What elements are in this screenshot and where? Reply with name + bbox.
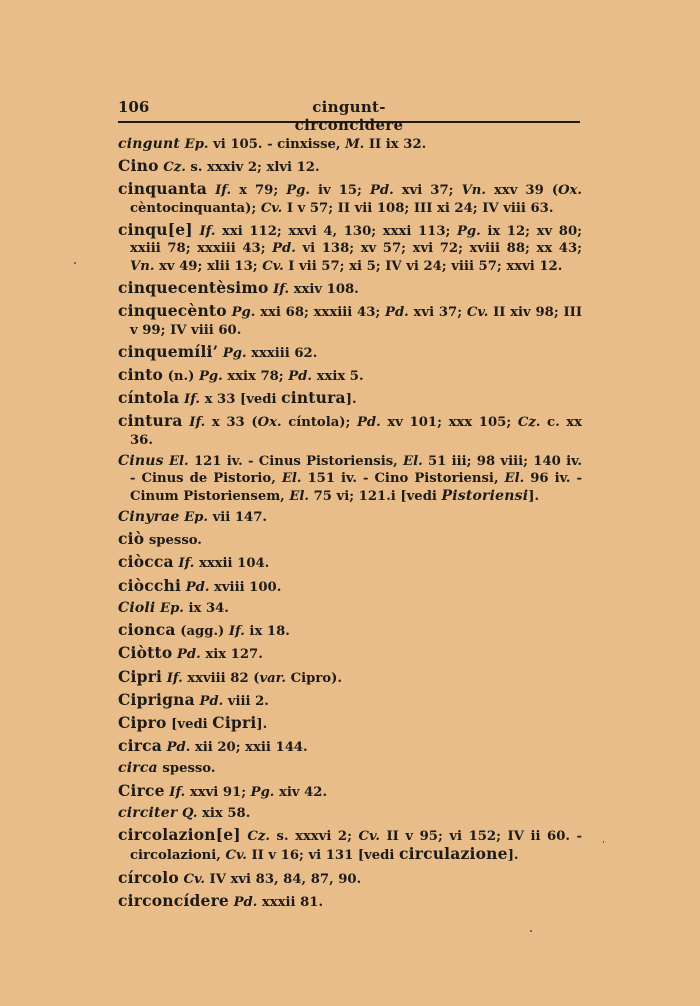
work-abbreviation: var.	[259, 670, 287, 686]
headword: ciòcchi	[118, 575, 182, 595]
entry-text: 121 iv. - Cinus Pistoriensis,	[188, 454, 404, 470]
work-abbreviation: Pd.	[185, 579, 210, 595]
entry-text: IV xvi 83, 84, 87, 90.	[204, 871, 362, 887]
work-abbreviation: Cv.	[260, 200, 283, 216]
work-abbreviation: Cz.	[163, 160, 186, 176]
entry-text: x 33 [vedi	[200, 392, 282, 408]
dictionary-entry	[118, 221, 582, 275]
entry-text: iv 15;	[309, 183, 370, 199]
entry-text: spesso.	[157, 761, 216, 777]
dictionary-entry	[118, 691, 582, 710]
cross-reference: Pistoriensi	[441, 487, 529, 504]
entry-text: c. xx 36.	[130, 415, 583, 448]
headword: Cinyrae	[118, 509, 180, 526]
work-abbreviation: Pg.	[222, 345, 247, 361]
headword: circiter	[118, 804, 178, 821]
work-abbreviation: If.	[228, 624, 245, 640]
entry-text: 96 iv. - Cinum Pistoriensem,	[130, 471, 582, 504]
work-abbreviation: Pd.	[357, 415, 381, 431]
entry-text: I v 57; II vii 108; III xi 24; IV viii 63.	[282, 200, 554, 216]
page-number: 106	[118, 98, 150, 116]
work-abbreviation: El.	[169, 454, 189, 470]
dictionary-entry	[118, 892, 582, 911]
work-abbreviation: Vn.	[461, 183, 486, 199]
dictionary-entry	[118, 577, 582, 596]
headword: Cinus	[118, 453, 164, 470]
entry-text: xii 20; xxii 144.	[190, 740, 308, 756]
dictionary-entry	[118, 530, 582, 549]
entry-text: vi 138; xv 57; xvi 72; xviii 88; xx 43;	[295, 241, 582, 257]
entry-text: (agg.)	[175, 624, 229, 640]
work-abbreviation: Pg.	[198, 369, 223, 385]
entry-text: cíntola);	[281, 415, 358, 431]
work-abbreviation: Pd.	[177, 647, 201, 663]
headword: cinquemíli’	[118, 341, 219, 361]
entry-text: vi 105. - cinxisse,	[208, 137, 346, 152]
headword: cinquanta	[118, 179, 208, 199]
work-abbreviation: If.	[169, 784, 186, 800]
entry-text: xxxii 104.	[194, 556, 270, 572]
work-abbreviation: Cv.	[466, 305, 489, 321]
headword: circa	[118, 760, 158, 777]
dictionary-entry	[118, 668, 582, 687]
entry-text: viii 2.	[223, 693, 269, 709]
dictionary-entry	[118, 157, 582, 176]
work-abbreviation: If.	[215, 183, 232, 199]
entry-text: cèntocinquanta);	[130, 200, 261, 216]
entry-text: ix 12; xv 80; xxiii 78; xxxiii 43;	[130, 224, 582, 257]
entry-text: xxi 68; xxxiii 43;	[255, 305, 386, 321]
headword: Cioli	[118, 599, 156, 616]
paper-speck	[603, 841, 604, 843]
entry-text: xxv 39 (	[485, 183, 559, 199]
work-abbreviation: Cv.	[358, 828, 380, 844]
paper-speck	[74, 262, 76, 264]
headword: Ciprigna	[118, 689, 195, 709]
entry-text	[207, 183, 215, 198]
headword: cionca	[118, 620, 176, 640]
entry-text: ].	[256, 716, 268, 732]
dictionary-entry	[118, 412, 582, 449]
dictionary-entry	[118, 644, 582, 663]
entry-text: xxix 78;	[222, 369, 289, 385]
headword: cinquecentèsimo	[118, 278, 269, 298]
work-abbreviation: Pd.	[233, 894, 258, 910]
dictionary-entry	[118, 389, 582, 408]
entry-text: xxi 112; xxvi 4, 130; xxxi 113;	[215, 224, 457, 240]
work-abbreviation: Pg.	[286, 183, 310, 199]
headword: circa	[118, 736, 162, 756]
work-abbreviation: Vn.	[130, 258, 155, 274]
entry-text: xxvi 91;	[185, 784, 251, 800]
entry-text: II ix 32.	[364, 137, 427, 152]
dictionary-entry	[118, 302, 582, 339]
entry-text: Cipro).	[286, 670, 342, 686]
work-abbreviation: Pd.	[369, 183, 394, 199]
running-title: cingunt-circoncidere	[294, 98, 404, 134]
cross-reference: cintura	[281, 388, 346, 408]
cross-reference: circulazione	[398, 844, 508, 864]
dictionary-entry	[118, 279, 582, 298]
work-abbreviation: Ep.	[184, 137, 209, 152]
dictionary-entry	[118, 180, 582, 217]
entry-text: xix 58.	[197, 805, 251, 821]
entry-text: xvi 37;	[408, 305, 467, 321]
work-abbreviation: Cv.	[225, 848, 247, 864]
headword: cinto	[118, 365, 164, 385]
entry-text: ].	[507, 848, 519, 864]
work-abbreviation: El.	[281, 471, 302, 487]
headword: Cipro	[118, 712, 167, 732]
headword: Circe	[118, 780, 165, 800]
dictionary-entry	[118, 737, 582, 756]
work-abbreviation: If.	[199, 224, 216, 240]
entry-text: xxxiii 62.	[246, 345, 318, 361]
work-abbreviation: Ep.	[160, 600, 184, 616]
dictionary-entry	[118, 343, 582, 362]
entry-text: I vii 57; xi 5; IV vi 24; viii 57; xxvi 12.	[283, 258, 563, 274]
work-abbreviation: Pg.	[250, 784, 275, 800]
entry-text: ].	[528, 488, 540, 504]
entry-text: s. xxxiv 2; xlvi 12.	[185, 160, 320, 176]
paper-speck	[530, 930, 532, 932]
entry-list	[118, 136, 582, 915]
work-abbreviation: Pd.	[166, 740, 191, 756]
headword: cinquecènto	[118, 301, 227, 321]
headword: Cino	[118, 156, 159, 176]
entry-text: x 79;	[231, 183, 287, 199]
headword: cintura	[118, 411, 183, 431]
dictionary-entry	[118, 760, 582, 777]
work-abbreviation: Ep.	[184, 510, 208, 526]
headword: Ciòtto	[118, 643, 173, 663]
headword: ciò	[118, 529, 145, 549]
work-abbreviation: El.	[289, 488, 310, 504]
work-abbreviation: If.	[189, 415, 206, 431]
work-abbreviation: If.	[184, 392, 200, 408]
entry-text: 151 iv. - Cino Pistoriensi,	[301, 471, 505, 487]
dictionary-entry	[118, 553, 582, 572]
headword: circolazion[e]	[118, 824, 241, 844]
work-abbreviation: If.	[166, 670, 183, 686]
entry-text: xxiv 108.	[289, 282, 359, 298]
entry-text: xiv 42.	[274, 784, 328, 800]
entry-text: s. xxxvi 2;	[269, 828, 359, 844]
work-abbreviation: Q.	[182, 805, 198, 821]
work-abbreviation: Ox.	[558, 183, 583, 199]
entry-text: x 33 (	[205, 415, 258, 431]
dictionary-entry	[118, 621, 582, 640]
entry-text: xix 127.	[200, 647, 263, 663]
headword: cinqu[e]	[118, 220, 193, 240]
page-header	[118, 98, 580, 134]
entry-text: spesso.	[144, 533, 202, 549]
dictionary-entry	[118, 509, 582, 526]
dictionary-entry	[118, 714, 582, 733]
work-abbreviation: El.	[504, 471, 525, 487]
entry-text: [vedi	[166, 716, 213, 732]
entry-text: II v 16; vi 131 [vedi	[246, 848, 399, 864]
headword: circoncídere	[118, 890, 229, 910]
work-abbreviation: Pd.	[385, 305, 409, 321]
dictionary-entry	[118, 869, 582, 888]
dictionary-entry	[118, 136, 582, 153]
entry-text: 75 vi; 121.i [vedi	[309, 488, 442, 504]
entry-text: II v 95; vi 152; IV ii 60. - circolazioni,	[130, 828, 583, 864]
headword: cingunt	[118, 136, 181, 152]
headword: círcolo	[118, 867, 179, 887]
work-abbreviation: If.	[178, 556, 195, 572]
dictionary-entry	[118, 453, 582, 505]
dictionary-entry	[118, 782, 582, 801]
dictionary-entry	[118, 366, 582, 385]
dictionary-entry	[118, 826, 582, 865]
cross-reference: Cipri	[212, 712, 257, 732]
entry-text: II xiv 98; III v 99; IV viii 60.	[130, 305, 583, 338]
headword: ciòcca	[118, 552, 174, 572]
work-abbreviation: Pd.	[272, 241, 296, 257]
work-abbreviation: Pd.	[288, 369, 312, 385]
entry-text: xxviii 82 (	[182, 670, 260, 686]
entry-text: xv 101; xxx 105;	[380, 415, 518, 431]
work-abbreviation: Ox.	[257, 415, 282, 431]
entry-text: ].	[345, 392, 357, 408]
entry-text: xviii 100.	[209, 579, 282, 595]
entry-text: ix 18.	[244, 624, 290, 640]
work-abbreviation: Pg.	[456, 224, 481, 240]
headword: cíntola	[118, 388, 180, 408]
work-abbreviation: Cz.	[247, 828, 270, 844]
work-abbreviation: If.	[273, 282, 290, 298]
work-abbreviation: M.	[345, 137, 365, 152]
entry-text: ix 34.	[183, 600, 229, 616]
work-abbreviation: Cz.	[517, 415, 541, 431]
entry-text: xxix 5.	[312, 369, 364, 385]
entry-text: 51 iii; 98 viii; 140 iv. - Cinus de Pistorio,	[130, 454, 583, 487]
headword: Cipri	[118, 666, 163, 686]
header-rule	[118, 121, 580, 123]
work-abbreviation: Cv.	[183, 871, 205, 887]
entry-text: xxxii 81.	[257, 894, 324, 910]
entry-text: xvi 37;	[393, 183, 462, 199]
entry-text: (n.)	[163, 369, 199, 385]
work-abbreviation: El.	[403, 454, 423, 470]
work-abbreviation: Pg.	[231, 305, 256, 321]
dictionary-entry	[118, 600, 582, 617]
entry-text: xv 49; xlii 13;	[154, 258, 263, 274]
entry-text: vii 147.	[208, 510, 267, 526]
dictionary-entry	[118, 805, 582, 822]
work-abbreviation: Cv.	[262, 258, 284, 274]
work-abbreviation: Pd.	[199, 693, 224, 709]
